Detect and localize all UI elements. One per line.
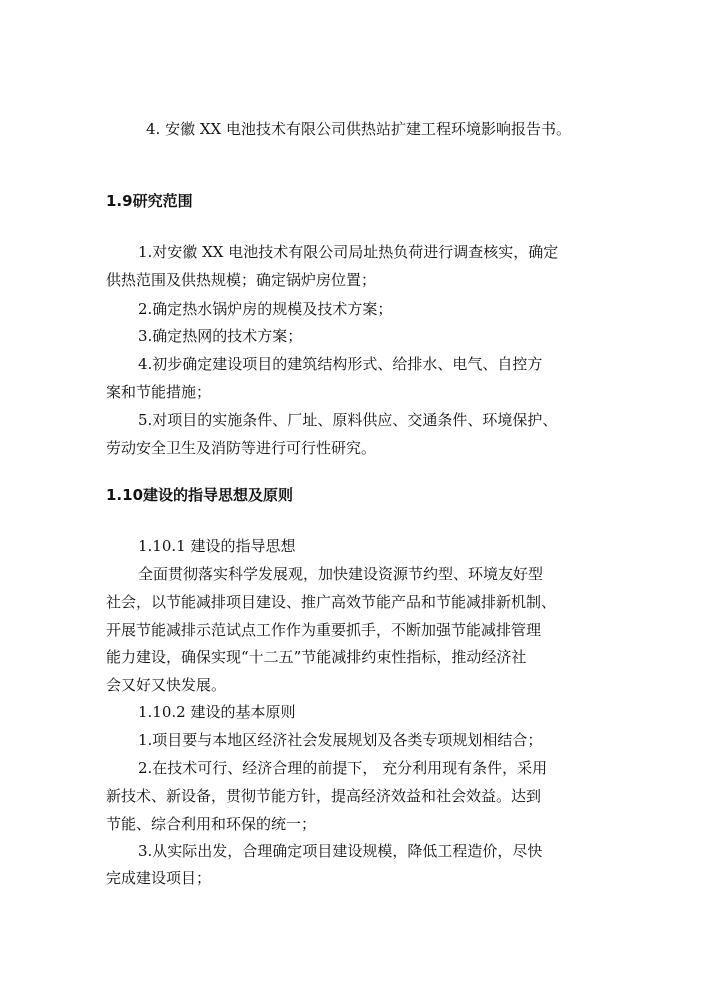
paragraph-line: 5.对项目的实施条件、厂址、原料供应、交通条件、环境保护、 [138,411,558,429]
paragraph-line: 能力建设，确保实现“十二五”节能减排约束性指标，推动经济社 [106,648,527,666]
paragraph-line: 2.确定热水锅炉房的规模及技术方案； [138,300,393,318]
paragraph-line: 劳动安全卫生及消防等进行可行性研究。 [106,439,377,457]
paragraph-line: 会又好又快发展。 [106,676,227,694]
paragraph-line: 全面贯彻落实科学发展观，加快建设资源节约型、环境友好型 [138,565,544,583]
paragraph-line: 4.初步确定建设项目的建筑结构形式、给排水、电气、自控方 [138,355,543,373]
section-heading-1-10: 1.10建设的指导思想及原则 [106,486,294,504]
paragraph-line: 3.确定热网的技术方案； [138,327,303,345]
reference-item-4: 4. 安徽 XX 电池技术有限公司供热站扩建工程环境影响报告书。 [146,120,571,138]
subsection-title-1-10-1: 1.10.1 建设的指导思想 [138,537,296,555]
paragraph-line: 开展节能减排示范试点工作作为重要抓手，不断加强节能减排管理 [106,621,542,639]
section-heading-1-9: 1.9研究范围 [106,192,193,210]
paragraph-line: 2.在技术可行、经济合理的前提下， 充分利用现有条件，采用 [138,759,548,777]
paragraph-line: 案和节能措施； [106,383,212,401]
paragraph-line: 1.对安徽 XX 电池技术有限公司局址热负荷进行调查核实，确定 [138,243,559,261]
subsection-title-1-10-2: 1.10.2 建设的基本原则 [138,703,296,721]
paragraph-line: 节能、综合利用和环保的统一； [106,815,317,833]
paragraph-line: 1.项目要与本地区经济社会发展规划及各类专项规划相结合； [138,731,543,749]
paragraph-line: 3.从实际出发，合理确定项目建设规模，降低工程造价，尽快 [138,842,543,860]
paragraph-line: 新技术、新设备，贯彻节能方针，提高经济效益和社会效益。达到 [106,787,542,805]
paragraph-line: 社会，以节能减排项目建设、推广高效节能产品和节能减排新机制、 [106,593,557,611]
paragraph-line: 供热范围及供热规模；确定锅炉房位置； [106,271,377,289]
paragraph-line: 完成建设项目； [106,869,212,887]
